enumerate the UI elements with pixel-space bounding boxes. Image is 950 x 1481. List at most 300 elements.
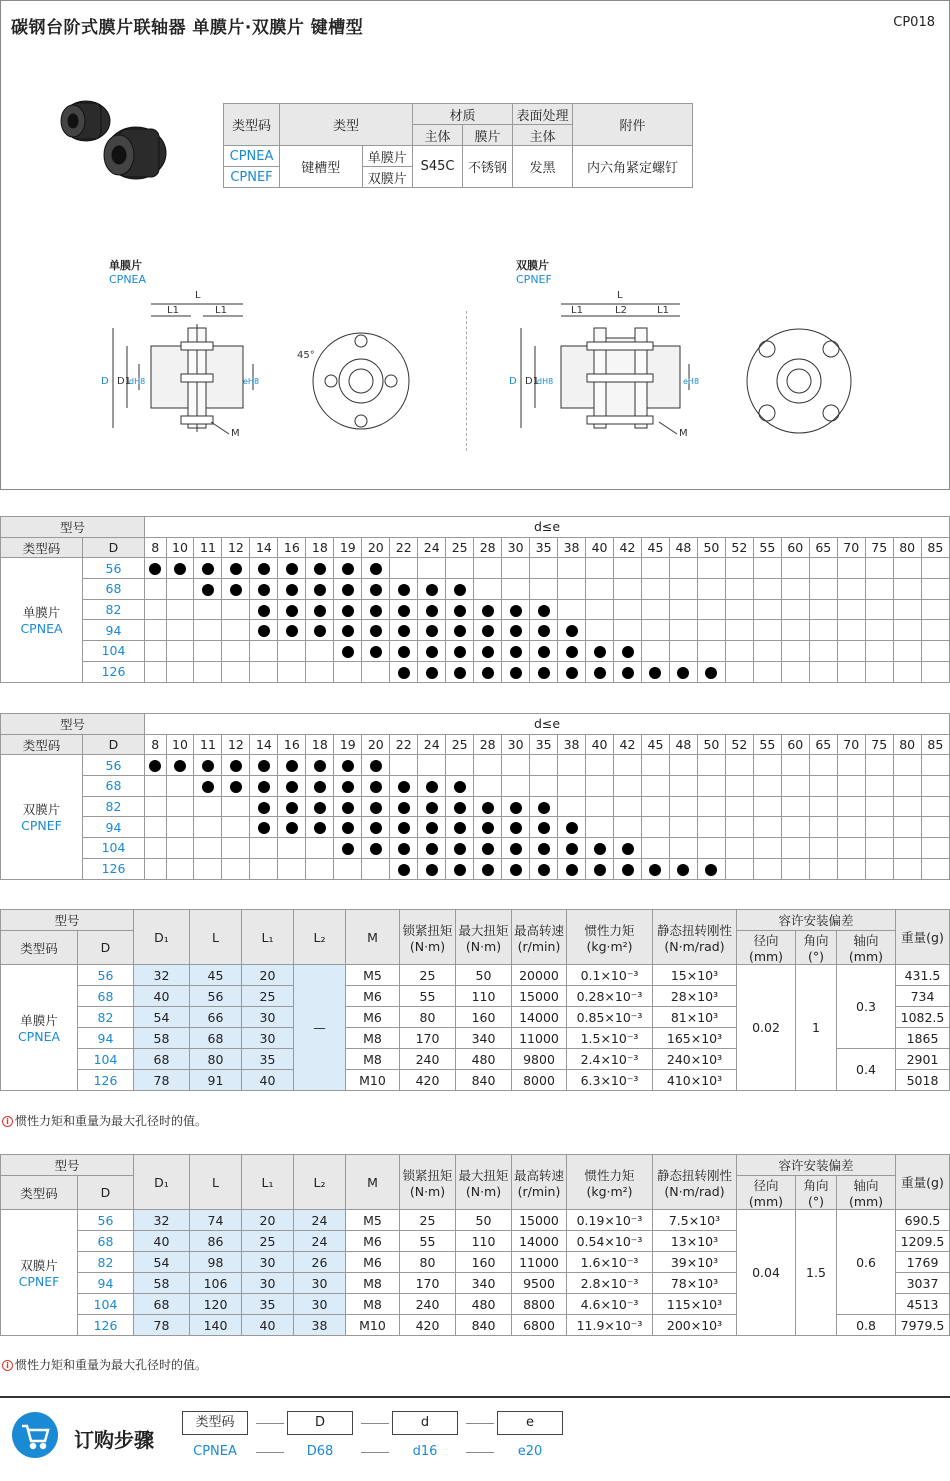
grid-cell — [390, 817, 418, 838]
available-dot — [314, 625, 326, 637]
grid-cell — [921, 661, 949, 682]
order-box-d: d — [392, 1411, 458, 1435]
grid-cell — [166, 661, 194, 682]
grid-D-header: D — [83, 537, 145, 558]
grid-cell — [614, 776, 642, 797]
available-dot — [370, 802, 382, 814]
grid-cell — [669, 661, 697, 682]
grid-cell — [893, 838, 921, 859]
available-dot — [454, 781, 466, 793]
code-cpnea[interactable]: CPNEA — [224, 146, 280, 167]
grid-cell — [278, 641, 306, 662]
available-dot — [454, 822, 466, 834]
grid-cell — [586, 796, 614, 817]
bore-size-header: 11 — [194, 537, 222, 558]
table-row — [1, 1210, 950, 1231]
grid-cell — [166, 641, 194, 662]
spec-stiff: 200×10³ — [653, 1315, 737, 1336]
spec-table-double — [0, 1154, 950, 1336]
grid-cell — [166, 579, 194, 600]
spec-axial-a: 0.3 — [836, 965, 895, 1049]
grid-cell — [921, 838, 949, 859]
grid-D-value: 126 — [83, 661, 145, 682]
grid-cell — [166, 796, 194, 817]
grid-cell — [502, 641, 530, 662]
available-dot — [342, 646, 354, 658]
grid-cell — [334, 579, 362, 600]
dim2-D: D — [509, 376, 517, 387]
grid-cell — [893, 599, 921, 620]
available-dot — [398, 646, 410, 658]
spec-angular-header: 角向(°) — [795, 1176, 836, 1210]
bore-size-header: 8 — [145, 537, 167, 558]
spec-speed: 6800 — [512, 1315, 567, 1336]
available-dot — [677, 667, 689, 679]
dim-L1-a: L1 — [167, 305, 179, 316]
available-dot — [705, 864, 717, 876]
spec-angular: 1 — [796, 965, 837, 1091]
grid-cell — [865, 641, 893, 662]
grid-cell — [250, 620, 278, 641]
available-dot — [258, 822, 270, 834]
spec-D1: 68 — [134, 1294, 190, 1315]
bore-size-header: 25 — [446, 734, 474, 755]
grid-cell — [893, 558, 921, 579]
available-dot — [538, 843, 550, 855]
spec-D: 126 — [78, 1070, 134, 1091]
grid-D-value: 68 — [83, 776, 145, 797]
available-dot — [538, 605, 550, 617]
bore-size-header: 40 — [586, 734, 614, 755]
type-cell: 键槽型 — [280, 146, 363, 188]
bore-size-header: 50 — [697, 734, 725, 755]
grid-cell — [474, 838, 502, 859]
grid-cell — [306, 641, 334, 662]
spec-weight: 734 — [896, 986, 950, 1007]
grid-cell — [865, 661, 893, 682]
grid-cell — [641, 661, 669, 682]
grid-model-header: 型号 — [1, 714, 145, 735]
grid-cell — [250, 755, 278, 776]
table-row — [1, 858, 950, 879]
available-dot — [510, 646, 522, 658]
available-dot — [510, 802, 522, 814]
spec-weight: 2901 — [896, 1049, 950, 1070]
grid-cell — [334, 558, 362, 579]
grid-cell — [641, 776, 669, 797]
spec-speed: 15000 — [512, 1210, 567, 1231]
grid-cell — [306, 579, 334, 600]
spec-speed: 15000 — [512, 986, 567, 1007]
dim-M: M — [231, 428, 240, 439]
available-dot — [202, 760, 214, 772]
available-dot — [230, 584, 242, 596]
grid-cell — [641, 579, 669, 600]
available-dot — [649, 864, 661, 876]
bore-size-header: 80 — [893, 734, 921, 755]
spec-inertia-header: 惯性力矩(kg·m²) — [567, 1155, 653, 1210]
cart-icon — [12, 1412, 58, 1458]
available-dot — [594, 864, 606, 876]
grid-cell — [558, 558, 586, 579]
bore-size-header: 22 — [390, 734, 418, 755]
grid-cell — [893, 641, 921, 662]
available-dot — [370, 646, 382, 658]
product-photo — [51, 93, 176, 188]
available-dot — [538, 667, 550, 679]
grid-cell — [614, 858, 642, 879]
spec-D: 82 — [78, 1252, 134, 1273]
table-row — [1, 776, 950, 797]
grid-cell — [278, 776, 306, 797]
grid-cell — [418, 599, 446, 620]
grid-cell — [250, 796, 278, 817]
grid-cell — [586, 661, 614, 682]
grid-model-header: 型号 — [1, 517, 145, 538]
grid-cell — [418, 776, 446, 797]
spec-M: M8 — [346, 1294, 400, 1315]
grid-cell — [921, 817, 949, 838]
available-dot — [258, 760, 270, 772]
available-dot — [510, 667, 522, 679]
spec-typecode-header: 类型码 — [1, 931, 78, 965]
grid-cell — [586, 858, 614, 879]
bore-size-header: 16 — [278, 734, 306, 755]
available-dot — [482, 667, 494, 679]
spec-weight: 1082.5 — [896, 1007, 950, 1028]
grid-cell — [306, 661, 334, 682]
grid-cell — [166, 838, 194, 859]
spec-L2: 30 — [294, 1273, 346, 1294]
spec-weight: 1865 — [896, 1028, 950, 1049]
available-dot — [426, 646, 438, 658]
grid-cell — [145, 755, 167, 776]
spec-L1: 40 — [242, 1070, 294, 1091]
available-dot — [314, 563, 326, 575]
series-code: CPNEA — [20, 621, 63, 637]
spec-speed: 9500 — [512, 1273, 567, 1294]
grid-cell — [306, 796, 334, 817]
spec-stiff-header: 静态扭转刚性(N·m/rad) — [653, 1155, 737, 1210]
grid-D-header: D — [83, 734, 145, 755]
grid-cell — [641, 817, 669, 838]
grid-cell — [250, 817, 278, 838]
grid-cell — [502, 579, 530, 600]
spec-L2: 24 — [294, 1210, 346, 1231]
available-dot — [174, 760, 186, 772]
grid-cell — [222, 558, 250, 579]
grid-cell — [474, 755, 502, 776]
grid-cell — [614, 599, 642, 620]
spec-L2: 30 — [294, 1294, 346, 1315]
grid-cell — [530, 776, 558, 797]
grid-cell — [558, 579, 586, 600]
bore-grid-double — [0, 713, 950, 880]
table-row — [1, 599, 950, 620]
dim-D1: D1 — [117, 376, 132, 387]
grid-cell — [306, 838, 334, 859]
spec-L2: 26 — [294, 1252, 346, 1273]
grid-cell — [474, 796, 502, 817]
grid-cell — [809, 661, 837, 682]
grid-cell — [446, 755, 474, 776]
grid-cell — [558, 858, 586, 879]
spec-D1: 54 — [134, 1252, 190, 1273]
grid-cell — [586, 838, 614, 859]
spec-inertia: 11.9×10⁻³ — [567, 1315, 653, 1336]
grid-D-value: 104 — [83, 641, 145, 662]
dim2-M: M — [679, 428, 688, 439]
grid-cell — [362, 620, 390, 641]
spec-max: 50 — [456, 1210, 512, 1231]
dim2-D1: D1 — [525, 376, 540, 387]
grid-cell — [474, 858, 502, 879]
grid-cell — [669, 838, 697, 859]
grid-cell — [418, 558, 446, 579]
bore-size-header: 80 — [893, 537, 921, 558]
grid-cell — [250, 661, 278, 682]
grid-cell — [641, 599, 669, 620]
spec-L: 120 — [190, 1294, 242, 1315]
bore-grid-single — [0, 516, 950, 683]
bore-size-header: 85 — [921, 537, 949, 558]
grid-cell — [893, 776, 921, 797]
spec-lock: 420 — [400, 1070, 456, 1091]
grid-cell — [893, 817, 921, 838]
grid-cell — [222, 579, 250, 600]
grid-cell — [697, 755, 725, 776]
th-typecode: 类型码 — [224, 104, 280, 146]
grid-cell — [586, 579, 614, 600]
grid-cell — [194, 599, 222, 620]
double-caption — [516, 257, 552, 286]
available-dot — [230, 760, 242, 772]
spec-lock: 420 — [400, 1315, 456, 1336]
available-dot — [482, 605, 494, 617]
table-row — [1, 558, 950, 579]
grid-cell — [837, 817, 865, 838]
grid-cell — [418, 817, 446, 838]
grid-D-value: 82 — [83, 599, 145, 620]
grid-cell — [725, 838, 753, 859]
grid-cell — [921, 641, 949, 662]
order-box-typecode: 类型码 — [182, 1411, 248, 1435]
grid-cell — [781, 796, 809, 817]
spec-stiff: 115×10³ — [653, 1294, 737, 1315]
spec-inertia: 2.8×10⁻³ — [567, 1273, 653, 1294]
grid-cell — [697, 579, 725, 600]
available-dot — [454, 802, 466, 814]
available-dot — [230, 781, 242, 793]
grid-cell — [362, 776, 390, 797]
table-row — [1, 579, 950, 600]
spec-speed: 9800 — [512, 1049, 567, 1070]
grid-cell — [502, 620, 530, 641]
bore-size-header: 30 — [502, 537, 530, 558]
grid-cell — [530, 558, 558, 579]
grid-cell — [362, 599, 390, 620]
grid-cell — [865, 755, 893, 776]
spec-L1: 35 — [242, 1294, 294, 1315]
grid-cell — [390, 641, 418, 662]
grid-cell — [669, 755, 697, 776]
grid-cell — [334, 620, 362, 641]
grid-cell — [418, 579, 446, 600]
spec-D1-header: D₁ — [134, 910, 190, 965]
spec-stiff: 7.5×10³ — [653, 1210, 737, 1231]
grid-cell — [474, 661, 502, 682]
bore-size-header: 24 — [418, 734, 446, 755]
grid-cell — [893, 579, 921, 600]
spec-L: 68 — [190, 1028, 242, 1049]
grid-cell — [446, 661, 474, 682]
bore-size-header: 19 — [334, 537, 362, 558]
code-cpnef[interactable]: CPNEF — [224, 167, 280, 188]
spec-inertia: 1.5×10⁻³ — [567, 1028, 653, 1049]
grid-cell — [166, 858, 194, 879]
grid-cell — [809, 599, 837, 620]
spec-lock: 170 — [400, 1028, 456, 1049]
spec-L1-header: L₁ — [242, 1155, 294, 1210]
available-dot — [202, 781, 214, 793]
spec-L1-header: L₁ — [242, 910, 294, 965]
grid-cell — [809, 558, 837, 579]
spec-inertia: 0.85×10⁻³ — [567, 1007, 653, 1028]
grid-cell — [390, 838, 418, 859]
available-dot — [566, 843, 578, 855]
bore-size-header: 28 — [474, 537, 502, 558]
spec-model-header: 型号 — [1, 1155, 134, 1176]
dim2-dH8: dH8 — [537, 377, 554, 386]
series-name: 单膜片 — [22, 605, 61, 621]
grid-cell — [166, 558, 194, 579]
spec-weight: 1209.5 — [896, 1231, 950, 1252]
grid-cell — [334, 641, 362, 662]
available-dot — [622, 667, 634, 679]
dim-L: L — [195, 290, 201, 301]
spec-M: M6 — [346, 986, 400, 1007]
available-dot — [454, 605, 466, 617]
series-name: 双膜片 — [22, 802, 61, 818]
spec-axial-header: 轴向(mm) — [836, 931, 895, 965]
grid-cell — [145, 776, 167, 797]
spec-stiff: 13×10³ — [653, 1231, 737, 1252]
available-dot — [342, 584, 354, 596]
available-dot — [398, 625, 410, 637]
grid-cell — [502, 558, 530, 579]
grid-cell — [614, 755, 642, 776]
spec-max-header: 最大扭矩(N·m) — [456, 1155, 512, 1210]
bore-size-header: 40 — [586, 537, 614, 558]
grid-cell — [194, 558, 222, 579]
spec-lock: 170 — [400, 1273, 456, 1294]
grid-cell — [362, 796, 390, 817]
spec-lock: 240 — [400, 1294, 456, 1315]
grid-cell — [865, 858, 893, 879]
spec-inertia: 1.6×10⁻³ — [567, 1252, 653, 1273]
spec-stiff: 15×10³ — [653, 965, 737, 986]
grid-cell — [446, 838, 474, 859]
grid-cell — [586, 641, 614, 662]
table-row — [1, 838, 950, 859]
grid-cell — [865, 558, 893, 579]
spec-max: 110 — [456, 986, 512, 1007]
spec-M: M6 — [346, 1231, 400, 1252]
double-code: CPNEF — [516, 273, 552, 286]
spec-L: 98 — [190, 1252, 242, 1273]
spec-inertia: 4.6×10⁻³ — [567, 1294, 653, 1315]
bore-size-header: 65 — [809, 537, 837, 558]
table-row — [1, 641, 950, 662]
grid-cell — [278, 599, 306, 620]
spec-M: M6 — [346, 1007, 400, 1028]
bore-size-header: 22 — [390, 537, 418, 558]
grid-cell — [145, 599, 167, 620]
grid-cell — [418, 858, 446, 879]
note-1 — [2, 1112, 207, 1129]
grid-cell — [334, 661, 362, 682]
order-val-e: e20 — [517, 1444, 543, 1459]
available-dot — [677, 864, 689, 876]
dim-angle: 45° — [297, 350, 315, 361]
available-dot — [314, 605, 326, 617]
grid-cell — [502, 858, 530, 879]
available-dot — [454, 584, 466, 596]
spec-lock: 55 — [400, 1231, 456, 1252]
spec-L: 56 — [190, 986, 242, 1007]
th-surface: 表面处理 — [513, 104, 573, 125]
available-dot — [426, 843, 438, 855]
grid-cell — [194, 817, 222, 838]
spec-D1: 32 — [134, 1210, 190, 1231]
available-dot — [566, 822, 578, 834]
grid-cell — [362, 755, 390, 776]
grid-cell — [418, 755, 446, 776]
grid-cell — [334, 776, 362, 797]
grid-cell — [614, 796, 642, 817]
grid-cell — [614, 641, 642, 662]
grid-cell — [145, 838, 167, 859]
grid-cell — [194, 796, 222, 817]
grid-cell — [418, 641, 446, 662]
spec-D1-header: D₁ — [134, 1155, 190, 1210]
grid-cell — [306, 755, 334, 776]
divider — [466, 311, 467, 451]
grid-cell — [614, 817, 642, 838]
grid-cell — [809, 817, 837, 838]
grid-cell — [194, 776, 222, 797]
spec-axial-header: 轴向(mm) — [837, 1176, 896, 1210]
bore-size-header: 60 — [781, 537, 809, 558]
available-dot — [342, 760, 354, 772]
available-dot — [622, 646, 634, 658]
grid-cell — [446, 620, 474, 641]
grid-cell — [865, 817, 893, 838]
spec-D1: 54 — [134, 1007, 190, 1028]
grid-cell — [362, 558, 390, 579]
spec-inertia-header: 惯性力矩(kg·m²) — [567, 910, 653, 965]
grid-cell — [893, 796, 921, 817]
available-dot — [286, 563, 298, 575]
grid-cell — [781, 579, 809, 600]
grid-cell — [278, 858, 306, 879]
grid-cell — [781, 755, 809, 776]
grid-cell — [809, 858, 837, 879]
grid-cell — [530, 796, 558, 817]
bore-size-header: 65 — [809, 734, 837, 755]
available-dot — [538, 822, 550, 834]
bore-size-header: 42 — [614, 734, 642, 755]
